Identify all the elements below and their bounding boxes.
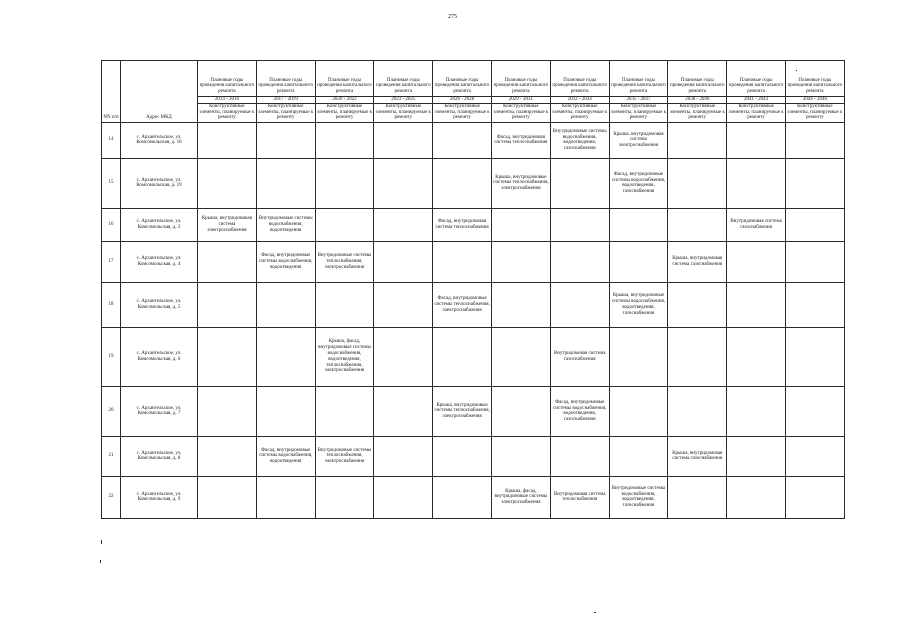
scan-speck [594, 612, 596, 613]
repair-cell [668, 386, 727, 436]
repair-cell [785, 282, 844, 327]
repair-schedule-table [101, 60, 845, 519]
row-number: 20 [102, 386, 121, 436]
repair-cell [198, 436, 257, 476]
repair-cell [256, 386, 315, 436]
table-body [102, 122, 845, 518]
repair-cell [491, 241, 550, 282]
repair-cell: Внутридомовые системы водоснабжения, водоотведения, газоснабжения [550, 122, 609, 158]
repair-cell [198, 476, 257, 518]
repair-cell [491, 327, 550, 386]
repair-cell [727, 241, 786, 282]
repair-cell [668, 158, 727, 208]
elements-header-7: Конструктивные элементы, планируемые к ремонту [552, 103, 608, 121]
row-address: с. Архангельское, ул. Комсомольская, д. 6 [121, 327, 198, 386]
repair-cell [374, 122, 433, 158]
row-number: 16 [102, 208, 121, 241]
repair-cell [315, 476, 374, 518]
repair-cell: Фасад, внутридомовая система теплоснабжения [433, 208, 492, 241]
address-column-header: Адрес МКД [121, 61, 198, 123]
elements-header-10: Конструктивные элементы, планируемые к ремонту [728, 103, 784, 121]
repair-cell [550, 208, 609, 241]
repair-cell [315, 282, 374, 327]
repair-cell [374, 241, 433, 282]
scan-speck [101, 540, 102, 544]
period-header-11: Плановые годы проведения капитального ремонта [785, 61, 844, 97]
table-row [102, 241, 845, 282]
repair-cell: Внутридомовая система теплоснабжения [550, 476, 609, 518]
table-row [102, 386, 845, 436]
repair-cell: Внутридомовая система газоснабжения [550, 327, 609, 386]
repair-cell [374, 327, 433, 386]
repair-cell [727, 476, 786, 518]
repair-cell: Внутридомовые системы теплоснабжения, электроснабжения [315, 436, 374, 476]
repair-cell: Фасад, внутридомовые системы водоснабжения, водоотведения, газоснабжения [609, 158, 668, 208]
elements-header-9: Конструктивные элементы, планируемые к ремонту [669, 103, 725, 121]
repair-cell [609, 327, 668, 386]
row-number: 19 [102, 327, 121, 386]
header-row-elements [102, 103, 845, 122]
number-column-header: NN п/п [102, 61, 121, 123]
row-number: 21 [102, 436, 121, 476]
repair-cell [785, 436, 844, 476]
repair-cell [550, 436, 609, 476]
repair-cell: Фасад, внутридомовые системы водоснабжения, водоотведения, газоснабжения [550, 386, 609, 436]
repair-cell: Внутридомовые системы теплоснабжения, электроснабжения [315, 241, 374, 282]
repair-cell [315, 158, 374, 208]
period-header-7: Плановые годы проведения капитального ремонта [550, 61, 609, 97]
years-header-7: 2032 - 2034 [550, 97, 609, 104]
elements-header-4: Конструктивные элементы, планируемые к ремонту [375, 103, 431, 121]
period-header-6: Плановые годы проведения капитального ремонта [491, 61, 550, 97]
elements-header-11: Конструктивные элементы, планируемые к ремонту [787, 103, 843, 121]
row-address: с. Архангельское, ул. Комсомольская, д. 7 [121, 386, 198, 436]
repair-cell: Крыша, внутридомовая система электроснабжения [609, 122, 668, 158]
elements-header-1: Конструктивные элементы, планируемые к ремонту [199, 103, 255, 121]
years-header-10: 2041 - 2043 [727, 97, 786, 104]
repair-cell [198, 327, 257, 386]
years-header-6: 2029 - 2031 [491, 97, 550, 104]
repair-cell [727, 158, 786, 208]
repair-cell: Фасад, внутридомовые системы водоснабжения, водоотведения [256, 436, 315, 476]
row-address: с. Архангельское, ул. Комсомольская, д. 19 [121, 158, 198, 208]
repair-cell [727, 386, 786, 436]
period-header-2: Плановые годы проведения капитального ремонта [256, 61, 315, 97]
row-address: с. Архангельское, ул. Комсомольская, д. 5 [121, 282, 198, 327]
repair-cell [550, 241, 609, 282]
repair-cell [785, 386, 844, 436]
elements-header-5: Конструктивные элементы, планируемые к ремонту [434, 103, 490, 121]
repair-cell [727, 327, 786, 386]
repair-cell [433, 158, 492, 208]
repair-cell [727, 122, 786, 158]
repair-cell [433, 327, 492, 386]
repair-cell [491, 386, 550, 436]
table-row [102, 158, 845, 208]
years-header-3: 2020 - 2022 [315, 97, 374, 104]
repair-cell [609, 208, 668, 241]
row-number: 18 [102, 282, 121, 327]
repair-cell [374, 386, 433, 436]
repair-cell [785, 327, 844, 386]
scan-speck [100, 560, 101, 563]
repair-cell [491, 208, 550, 241]
repair-cell [433, 436, 492, 476]
row-number: 17 [102, 241, 121, 282]
table-row [102, 436, 845, 476]
row-address: с. Архангельское, ул. Комсомольская, д. 4 [121, 241, 198, 282]
repair-cell: Внутридомовая система газоснабжения [727, 208, 786, 241]
repair-cell: Крыша, внутридомовая система газоснабжения [668, 436, 727, 476]
repair-cell: Фасад, внутридомовые системы водоснабжения, водоотведения [256, 241, 315, 282]
table-row [102, 282, 845, 327]
years-header-9: 2038 - 2040 [668, 97, 727, 104]
repair-cell [256, 476, 315, 518]
repair-cell [198, 158, 257, 208]
repair-cell: Крыша, внутридомовая система газоснабжения [668, 241, 727, 282]
repair-cell [315, 386, 374, 436]
repair-cell [374, 158, 433, 208]
elements-header-8: Конструктивные элементы, планируемые к ремонту [610, 103, 667, 121]
repair-cell [433, 122, 492, 158]
period-header-1: Плановые годы проведения капитального ремонта [198, 61, 257, 97]
scan-speck [796, 70, 797, 71]
repair-cell [491, 282, 550, 327]
repair-cell: Фасад, внутридомовая система теплоснабжения [491, 122, 550, 158]
repair-cell [256, 158, 315, 208]
years-header-5: 2026 - 2028 [433, 97, 492, 104]
repair-cell: Крыша, фасад, внутридомовые системы электроснабжения [491, 476, 550, 518]
repair-cell [668, 208, 727, 241]
row-address: с. Архангельское, ул. Комсомольская, д. 8 [121, 436, 198, 476]
repair-cell [785, 158, 844, 208]
table-row [102, 208, 845, 241]
row-address: с. Архангельское, ул. Комсомольская, д. 9 [121, 476, 198, 518]
table-row [102, 122, 845, 158]
period-header-4: Плановые годы проведения капитального ремонта [374, 61, 433, 97]
row-address: с. Архангельское, ул. Комсомольская, д. 18 [121, 122, 198, 158]
repair-cell: Внутридомовые системы водоснабжения, водоотведения [256, 208, 315, 241]
repair-cell [491, 436, 550, 476]
repair-cell [198, 241, 257, 282]
repair-cell [785, 122, 844, 158]
row-number: 15 [102, 158, 121, 208]
period-header-8: Плановые годы проведения капитального ремонта [609, 61, 668, 97]
repair-cell [374, 208, 433, 241]
elements-header-6: Конструктивные элементы, планируемые к ремонту [493, 103, 549, 121]
repair-cell: Крыша, внутридомовая система электроснабжения [198, 208, 257, 241]
repair-cell: Фасад, внутридомовые системы теплоснабжения, электроснабжения [433, 282, 492, 327]
repair-cell: Крыша, внутридомовые системы теплоснабжения, электроснабжения [433, 386, 492, 436]
years-header-11: 2044 - 2046 [785, 97, 844, 104]
years-header-1: 2014 - 2016 [198, 97, 257, 104]
elements-header-2: Конструктивные элементы, планируемые к ремонту [258, 103, 314, 121]
repair-cell [668, 327, 727, 386]
repair-cell: Внутридомовые системы водоснабжения, водоотведения, газоснабжения [609, 476, 668, 518]
repair-cell [315, 122, 374, 158]
period-header-10: Плановые годы проведения капитального ремонта [727, 61, 786, 97]
row-number: 22 [102, 476, 121, 518]
repair-cell [433, 476, 492, 518]
repair-cell [198, 386, 257, 436]
repair-cell [668, 122, 727, 158]
header-row-years [102, 97, 845, 104]
repair-cell: Крыша, фасад, внутридомовые системы водоснабжения, водоотведения, теплоснабжения, электроснабжения [315, 327, 374, 386]
repair-cell [433, 241, 492, 282]
table-row [102, 327, 845, 386]
repair-cell [609, 436, 668, 476]
repair-cell [785, 241, 844, 282]
row-address: с. Архангельское, ул. Комсомольская, д. 2 [121, 208, 198, 241]
repair-cell [374, 476, 433, 518]
period-header-9: Плановые годы проведения капитального ремонта [668, 61, 727, 97]
repair-cell [374, 282, 433, 327]
header-row-period [102, 61, 845, 97]
repair-cell [550, 158, 609, 208]
years-header-4: 2023 - 2025 [374, 97, 433, 104]
repair-cell [785, 476, 844, 518]
repair-cell [727, 282, 786, 327]
repair-cell [668, 476, 727, 518]
repair-cell [609, 386, 668, 436]
repair-cell [668, 282, 727, 327]
period-header-3: Плановые годы проведения капитального ремонта [315, 61, 374, 97]
table-row [102, 476, 845, 518]
repair-cell [256, 282, 315, 327]
repair-cell [315, 208, 374, 241]
repair-cell [198, 122, 257, 158]
years-header-2: 2017 - 2019 [256, 97, 315, 104]
repair-cell [609, 241, 668, 282]
elements-header-3: Конструктивные элементы, планируемые к ремонту [316, 103, 373, 121]
page-number: 275 [448, 14, 457, 20]
repair-cell [727, 436, 786, 476]
repair-cell [550, 282, 609, 327]
period-header-5: Плановые годы проведения капитального ремонта [433, 61, 492, 97]
repair-cell: Крыша, внутридомовые системы теплоснабжения, электроснабжения [491, 158, 550, 208]
repair-cell [785, 208, 844, 241]
repair-cell [198, 282, 257, 327]
repair-cell [256, 122, 315, 158]
row-number: 14 [102, 122, 121, 158]
repair-cell [374, 436, 433, 476]
repair-cell [256, 327, 315, 386]
repair-cell: Крыша, внутридомовые системы водоснабжения, водоотведения, газоснабжения [609, 282, 668, 327]
years-header-8: 2035 - 2037 [609, 97, 668, 104]
